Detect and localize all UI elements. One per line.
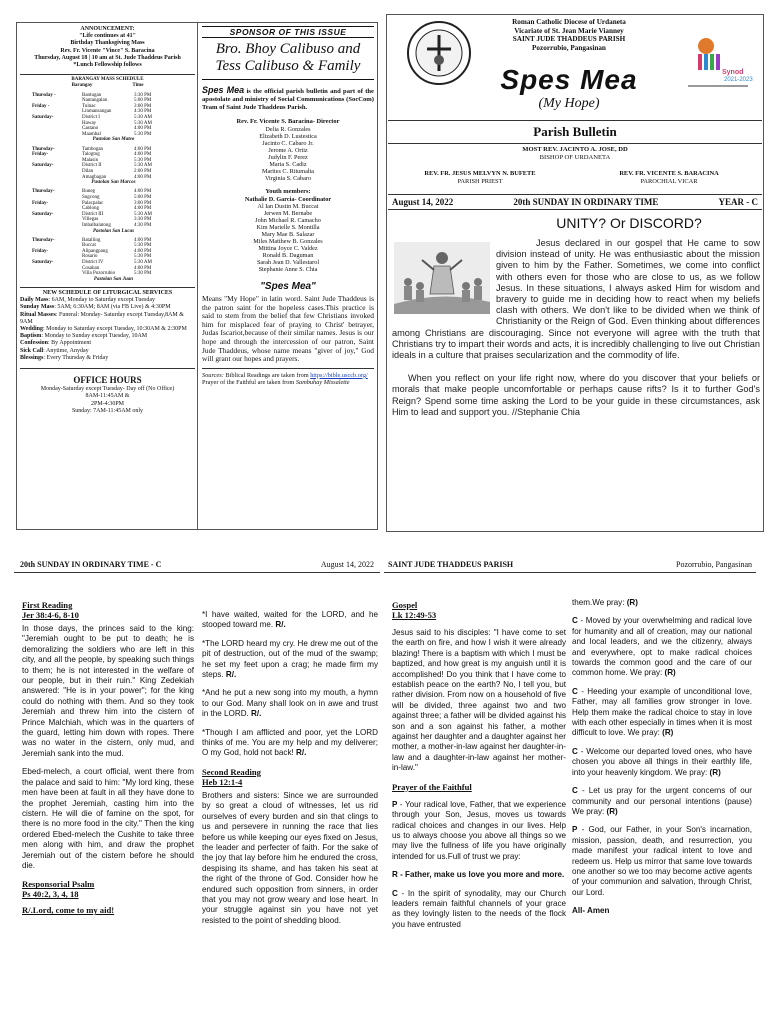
page2-header-date: August 14, 2022 bbox=[320, 560, 374, 569]
mass-time: 5:30 AM bbox=[134, 260, 152, 266]
mass-time: 3:30 PM bbox=[134, 92, 152, 98]
mass-day: Saturday- bbox=[32, 115, 54, 120]
psalm-verse-2-r: R/. bbox=[225, 670, 237, 680]
mass-row bbox=[32, 223, 195, 229]
member-name: Al Ian Dustin M. Buccat bbox=[257, 203, 319, 210]
mass-time: 4:00 PM bbox=[134, 206, 152, 212]
liturgical-label: Ritual Masses bbox=[20, 311, 56, 318]
youth-title: Youth members: bbox=[265, 188, 311, 195]
col-barangay: Barangay bbox=[71, 83, 93, 89]
bulletin-title: Spes Mea bbox=[500, 64, 638, 95]
page3-header bbox=[384, 558, 756, 573]
liturgical-item bbox=[20, 312, 195, 326]
prayer-amen: All- Amen bbox=[572, 906, 610, 916]
liturgical-text: : Every Thursday & Friday bbox=[43, 354, 109, 361]
bishop-title: BISHOP OF URDANETA bbox=[539, 154, 611, 161]
mass-place: Castano bbox=[82, 126, 99, 132]
announcement-line-4: Thursday, August 18 | 10 am at St. Jude Thaddeus Parish bbox=[34, 54, 181, 61]
prayer-r3: (R) bbox=[662, 728, 674, 738]
member-name: John Michael R. Camacho bbox=[255, 217, 321, 224]
bottom-left-page bbox=[0, 556, 382, 1024]
member-name: Jerome A. Ortiz bbox=[268, 147, 308, 154]
mass-place: District IV bbox=[82, 260, 104, 266]
vicar-title: PAROCHIAL VICAR bbox=[640, 178, 698, 185]
mass-place: Villa Pozorrubio bbox=[82, 271, 116, 277]
member-name: Mittina Joyce C. Valdez bbox=[258, 245, 318, 252]
diocese: Roman Catholic Diocese of Urdaneta bbox=[512, 18, 626, 26]
staff-list bbox=[202, 126, 374, 182]
liturgical-list bbox=[20, 297, 195, 362]
psalm-response: R/.Lord, come to my aid! bbox=[22, 905, 115, 916]
liturgical-item bbox=[20, 355, 195, 362]
second-reading-title: Second Reading bbox=[202, 766, 261, 777]
mass-group bbox=[32, 189, 195, 234]
mass-place: Dilan bbox=[82, 168, 94, 174]
parish-bulletin-label: Parish Bulletin bbox=[388, 120, 762, 144]
mass-day bbox=[32, 132, 82, 138]
mass-place: Malasin bbox=[82, 157, 99, 163]
second-reading-ref: Heb 12:1-4 bbox=[202, 776, 243, 787]
mass-time: 3:30 PM bbox=[134, 217, 152, 223]
col-time: Time bbox=[132, 83, 144, 89]
mass-time: 3:00 PM bbox=[134, 200, 152, 206]
member-name: Maria S. Cadiz bbox=[269, 161, 307, 168]
gospel-text: Jesus said to his disciples: "I have come to set the earth on fire, and how I wish it were already blazing! There is a baptism with which I must be baptized, and how great is my anguish until it is accomplished! Do you think that I have come to establish peace on the earth? No, I tell you, but rather division. From now on a household of five will be divided, three against two and two against three; a father will be divided against his son and a son against his father, a mother against her daughter and a daughter against her mother, a mother-in-law against her daughter-in-law and a daughter-in-law against her mother-in-law." bbox=[392, 628, 566, 773]
parish-seal-icon bbox=[406, 20, 472, 86]
readings-column-1 bbox=[22, 600, 194, 1024]
office-hours-line-3: 2PM-4:30PM bbox=[90, 400, 124, 407]
announcement-line-1: "Life continues at 41" bbox=[79, 33, 136, 40]
mass-time: 2:00 PM bbox=[134, 168, 152, 174]
barangay-schedule-title: BARANGAY MASS SCHEDULE bbox=[71, 77, 144, 83]
mass-time: 3:00 PM bbox=[134, 103, 152, 109]
member-name: Mary Mae B. Salazar bbox=[261, 231, 315, 238]
mass-place: Linmansangan bbox=[82, 109, 112, 115]
mass-place: District I bbox=[82, 115, 100, 120]
mass-place: Talogtog bbox=[82, 152, 100, 158]
column-divider bbox=[197, 22, 198, 530]
bishop-name: MOST REV. JACINTO A. JOSE, DD bbox=[522, 146, 628, 153]
first-reading-ref: Jer 38:4-6, 8-10 bbox=[22, 610, 79, 620]
svg-text:Synod: Synod bbox=[722, 69, 744, 76]
psalm-verse-4: *Though I am afflicted and poor, yet the LORD thinks of me. You are my help and my deliverer; O my God, hold not back! bbox=[202, 727, 378, 758]
liturgical-item bbox=[20, 340, 195, 347]
mass-time: 4:00 PM bbox=[134, 174, 152, 180]
member-name: Jerwen M. Bernabe bbox=[263, 210, 313, 217]
mass-place: Tulnac bbox=[82, 103, 96, 109]
mass-place: Cablong bbox=[82, 206, 99, 212]
mass-place: Cosahan bbox=[82, 265, 100, 271]
prayer-c1-cont: them.We pray: bbox=[572, 598, 625, 607]
mass-place: Bantugan bbox=[82, 92, 102, 98]
mass-time: 4:00 PM bbox=[134, 237, 152, 243]
member-name: Jacinto C. Cabaro Jr. bbox=[262, 140, 314, 147]
page3-header-left: SAINT JUDE THADDEUS PARISH bbox=[388, 560, 514, 569]
prayer-p-label: P bbox=[392, 799, 398, 809]
mass-time: 5:30 PM bbox=[134, 243, 152, 249]
prayer-c3-text: - Heeding your example of unconditional love, Father, may all families grow stronger in love. Help them make the radical choice to stay in love with each other especially in times when it is most difficult to love. We pray: bbox=[572, 686, 752, 738]
mass-time: 4:30 PM bbox=[134, 222, 152, 228]
bottom-right-page bbox=[384, 556, 768, 1024]
liturgical-label: Sunday Mass bbox=[20, 304, 55, 311]
mass-place: Palacpalac bbox=[82, 200, 104, 206]
member-name: Judylin F. Perez bbox=[268, 154, 308, 161]
dateline-date: August 14, 2022 bbox=[392, 197, 454, 207]
first-reading-p1: In those days, the princes said to the king: "Jeremiah ought to be put to death; he is demoralizing the soldiers who are left in this city, and all the people, by speaking such things to them; he is not interested in the welfare of our people, but in their ruin." King Zedekiah answered: "He is in your power"; for the king could do nothing with them. And so they took Jeremiah and threw him into the cistern of Prince Malchiah, which was in the quarters of the guard, letting him down with ropes. There was no water in the cistern, only mud, and Jeremiah sank into the mud. bbox=[22, 624, 194, 758]
announcement-column bbox=[20, 26, 195, 526]
mass-day bbox=[32, 175, 82, 181]
prayer-c5-text: - Let us pray for the urgent concerns of our community and our personal intentions (pause) We pray: bbox=[572, 786, 752, 816]
mass-time: 4:00 PM bbox=[134, 189, 152, 195]
liturgical-item bbox=[20, 348, 195, 355]
liturgical-text: : 6AM, Monday to Saturday except Tuesday bbox=[48, 297, 155, 304]
mass-time: 5:30 PM bbox=[134, 131, 152, 137]
sponsor-names: Bro. Bhoy Calibuso and Tess Calibuso & Family bbox=[215, 41, 361, 74]
sources-text: Biblical Readings are taken from bbox=[225, 371, 309, 379]
sponsor-director: Rev. Fr. Vicente S. Baracina- Director bbox=[236, 118, 340, 125]
priest-name: REV. FR. JESUS MELVYN N. BUFETE bbox=[424, 170, 536, 177]
mass-group-footer: Pastolan San Mateo bbox=[92, 137, 135, 143]
reflection-body bbox=[392, 238, 760, 418]
parish-town: Pozorrubio, Pangasinan bbox=[532, 43, 606, 52]
mass-place: Amagbagan bbox=[82, 174, 107, 180]
sponsor-column bbox=[202, 26, 374, 526]
dateline bbox=[388, 194, 762, 210]
vicar-name: REV. FR. VICENTE S. BARACINA bbox=[619, 170, 719, 177]
prayer-r5: (R) bbox=[606, 806, 618, 816]
mass-place: Maambal bbox=[82, 131, 101, 137]
spes-heading: "Spes Mea" bbox=[260, 281, 316, 292]
prayer-p2-label: P bbox=[572, 825, 578, 835]
member-name: Delia R. Gonzales bbox=[265, 126, 311, 133]
prayer-column bbox=[572, 598, 752, 1024]
prayer-c4-label: C bbox=[572, 746, 578, 756]
announcement-title: ANNOUNCEMENT: bbox=[80, 26, 135, 32]
vicariate: Vicariate of St. Jean Marie Vianney bbox=[514, 26, 624, 35]
mass-day bbox=[32, 271, 82, 277]
mass-day: Thursday- bbox=[32, 189, 55, 195]
liturgical-label: Sick Call bbox=[20, 347, 44, 354]
psalm-title: Responsorial Psalm bbox=[22, 879, 95, 890]
mass-place: District III bbox=[82, 211, 104, 217]
member-name: Sarah Jean D. Vallestarol bbox=[256, 259, 320, 266]
prayer-response: R - Father, make us love you more and more. bbox=[392, 870, 565, 880]
readings-column-2 bbox=[202, 610, 378, 1024]
mass-time: 5:30 AM bbox=[134, 115, 152, 120]
liturgical-label: Confession bbox=[20, 340, 49, 347]
liturgical-title: NEW SCHEDULE OF LITURGICAL SERVICES bbox=[42, 290, 173, 297]
sources-label: Sources: bbox=[202, 371, 224, 379]
mass-place: Rosario bbox=[82, 254, 98, 260]
member-name: Nathalie D. Garcia- Coordinator bbox=[244, 196, 332, 203]
prayer-p-text: - Your radical love, Father, that we experience through your Son, Jesus, moves us towards radical choices and changes in our lives. Help us to always choose you above all things so we may live the fullness of life you have originally intended for us.Full of trust we pray: bbox=[392, 799, 566, 861]
liturgical-label: Daily Mass bbox=[20, 297, 49, 304]
prayer-p2-text: - God, our Father, in your Son's incarnation, mission, passion, death, and resurrection, you made manifest your radical intent to love and redeem us. Help us mirror that same love towards one another so we too may become active agents of your communion and salvation, through Christ, our Lord. bbox=[572, 825, 752, 897]
mass-place: Imbalbalatong bbox=[82, 222, 111, 228]
psalm-verse-2: *The LORD heard my cry. He drew me out of the pit of destruction, out of the mud of the swamp; he set my feet upon a crag; he made firm my steps. bbox=[202, 638, 378, 680]
mass-time: 4:00 PM bbox=[134, 265, 152, 271]
mass-time: 5:30 AM bbox=[134, 211, 152, 217]
prayer-r2: (R) bbox=[664, 668, 676, 678]
office-hours-line-1: Monday-Saturday except Tuesday- Day off (No Office) bbox=[40, 386, 175, 393]
dateline-sunday: 20th SUNDAY IN ORDINARY TIME bbox=[513, 197, 659, 207]
mass-day: Friday - bbox=[32, 103, 50, 109]
svg-text:2021-2023: 2021-2023 bbox=[724, 77, 753, 83]
office-hours-line-2: 8AM-11:45AM & bbox=[85, 393, 130, 400]
announcement-line-3: Rev. Fr. Vicente "Vince" S. Baracina bbox=[60, 47, 155, 54]
mass-day: Friday- bbox=[32, 200, 49, 206]
dateline-year: YEAR - C bbox=[718, 197, 758, 207]
page2-header-left: 20th SUNDAY IN ORDINARY TIME - C bbox=[20, 560, 162, 569]
mass-time: 4:00 PM bbox=[134, 152, 152, 158]
reflection-paragraph-1: Jesus declared in our gospel that He came to sow division instead of unity. He was enthusiastic about the mission given to him by the Father. Sometimes, we come into conflict with others even for those who are close to us, as we follow Jesus. In these situations, I always asked Him for wisdom and bravery to guide me in deciding how to react when my beliefs clash with others. We don't like to be divided when we think of Christianity or the Reign of God. Even thinking about differences among Christians are discouraging. Since not everyone will agree with the truth that Christians try to impart their words and acts, it is incredibly challenging to live out Christian ideals in a culture that praises secularization and the commodity of life. bbox=[392, 238, 760, 361]
member-name: Stephanie Anne S. Chia bbox=[258, 266, 318, 273]
mass-place: Villegas bbox=[82, 217, 99, 223]
first-reading-title: First Reading bbox=[22, 600, 73, 610]
prayer-title: Prayer of the Faithful bbox=[392, 781, 472, 792]
gospel-ref: Lk 12:49-53 bbox=[392, 610, 437, 620]
mass-place: Alipangpang bbox=[82, 248, 108, 254]
mass-time: 4:30 PM bbox=[134, 109, 152, 115]
first-reading-p2: Ebed-melech, a court official, went there from the palace and said to him: "My lord king, these men have been at fault in all they have done to the prophet Jeremiah, casting him into the cistern. He will die of famine on the spot, for there is no more food in the city." Then the king ordered Ebed-melech the Cushite to take three men along with him, and draw the prophet Jeremiah out of the cistern before he should die. bbox=[22, 767, 194, 870]
prayer-source-name: Sambuhay Missalette bbox=[295, 379, 350, 387]
top-right-page bbox=[384, 0, 768, 540]
prayer-c2-label: C bbox=[572, 616, 578, 626]
psalm-verse-1: *I have waited, waited for the LORD, and he stooped toward me. bbox=[202, 610, 378, 630]
mass-time: 5:30 PM bbox=[134, 157, 152, 163]
prayer-r1: (R) bbox=[626, 598, 638, 607]
youth-list bbox=[202, 196, 374, 273]
mass-day: Thursday - bbox=[32, 92, 56, 98]
gospel-title: Gospel bbox=[392, 600, 418, 610]
mass-day: Saturday- bbox=[32, 163, 54, 169]
reflection-title: UNITY? Or DISCORD? bbox=[556, 215, 702, 231]
liturgical-label: Wedding bbox=[20, 326, 44, 333]
liturgical-text: : Monday to Sunday except Tuesday, 10AM bbox=[41, 333, 148, 340]
liturgical-item bbox=[20, 333, 195, 340]
mass-schedule-groups bbox=[20, 93, 195, 283]
top-left-page bbox=[0, 0, 382, 540]
mass-group bbox=[32, 238, 195, 283]
liturgical-text: : Anytime, Anyday bbox=[43, 347, 89, 354]
psalm-verse-4-r: R/. bbox=[296, 748, 307, 758]
prayer-r4: (R) bbox=[709, 767, 721, 777]
mass-place: Buccat bbox=[82, 243, 96, 249]
spes-text: Means "My Hope" in latin word. Saint Jude Thaddeus is the patron saint for the hopeless cases.This practice is said to stem from the belief that few Christians invoked him for misplaced fear of praying to Christ' betrayer, Judas Iscariot,because of their similar names. Jesus is our hope and through the intercession of our patron, Saint Jude Thaddeus, whose name means "giver of joy," God will grant our hopes and prayers. bbox=[202, 294, 374, 364]
page3-header-right: Pozorrubio, Pangasinan bbox=[676, 560, 752, 569]
mass-day: Thursday- bbox=[32, 146, 55, 152]
mass-time: 5:30 AM bbox=[134, 163, 152, 169]
mass-day: Thursday- bbox=[32, 237, 55, 243]
sponsor-intro-name: Spes Mea bbox=[202, 85, 245, 95]
liturgical-item bbox=[20, 304, 195, 311]
sponsor-intro-text: is the official parish bulletin and part of the apostolate and ministry of Social Communications (SocCom) Team of Saint Jude Thaddeus Parish. bbox=[202, 88, 374, 111]
priest-title: PARISH PRIEST bbox=[457, 178, 503, 185]
member-name: Miles Matthew B. Gonzales bbox=[253, 238, 323, 245]
prayer-source-text: Prayer of the Faithful are taken from bbox=[202, 379, 295, 387]
liturgical-label: Blessings bbox=[20, 354, 44, 361]
mass-day: Saturday- bbox=[32, 211, 54, 217]
psalm-verse-3-r: R/. bbox=[251, 709, 262, 719]
mass-group-footer: Pastolan San Juan bbox=[93, 276, 134, 282]
prayer-c2-text: - Moved by your overwhelming and radical love for humanity and all of creation, may our national and local leaders, and we the citizenry, always and everywhere, opt to make radical choices towards the common good and the care of our common home. We pray: bbox=[572, 616, 752, 678]
reflection-paragraph-2: When you reflect on your life right now, where do you discover that your beliefs or morals that make people uncomfortable or perhaps cause rifts? Is it to further God's Reign? Spend some time asking the Lord to be your guide in these circumstances, ask Him to lead and support you. //Stephanie Chia bbox=[392, 373, 760, 417]
mass-time: 4:00 PM bbox=[134, 126, 152, 132]
announcement-line-2: Birthday Thanksgiving Mass bbox=[70, 40, 145, 47]
prayer-c1-text: - In the spirit of synodality, may our Church leaders remain faithful channels of your grace as they lovingly listen to the needs of the flock you have entrusted bbox=[392, 888, 566, 929]
parish-name: SAINT JUDE THADDEUS PARISH bbox=[512, 35, 626, 44]
mass-day bbox=[32, 223, 82, 229]
prayer-c5-label: C bbox=[572, 786, 578, 796]
prayer-c1-label: C bbox=[392, 888, 398, 898]
member-name: Kim Marielle S. Montilla bbox=[256, 224, 320, 231]
liturgical-text: : By Appointment bbox=[48, 340, 92, 347]
liturgical-text: : Funeral: Monday- Saturday except Tuesday,8AM & 9AM bbox=[20, 311, 184, 325]
mass-place: Batalling bbox=[82, 237, 101, 243]
office-hours-title: OFFICE HOURS bbox=[73, 375, 142, 386]
sponsor-title: SPONSOR OF THIS ISSUE bbox=[202, 26, 374, 38]
mass-time: 5:30 PM bbox=[134, 271, 152, 277]
psalm-ref: Ps 40:2, 3, 4, 18 bbox=[22, 889, 79, 900]
mass-place: District II bbox=[82, 163, 102, 169]
member-name: Elizabeth D. Lustestica bbox=[259, 133, 317, 140]
mass-time: 4:00 PM bbox=[134, 248, 152, 254]
psalm-verse-3: *And he put a new song into my mouth, a hymn to our God. Many shall look on in awe and trust in the LORD. bbox=[202, 688, 378, 719]
gospel-column bbox=[392, 600, 566, 1024]
mass-place: Sugcong bbox=[82, 194, 100, 200]
mass-time: 5:00 PM bbox=[134, 194, 152, 200]
mass-group bbox=[32, 93, 195, 144]
mass-day: Friday- bbox=[32, 152, 49, 158]
member-name: Marites C. Ritumalta bbox=[261, 168, 315, 175]
mass-day: Saturday- bbox=[32, 260, 54, 266]
liturgical-item bbox=[20, 326, 195, 333]
mass-time: 5:30 PM bbox=[134, 254, 152, 260]
mass-place: Haway bbox=[82, 120, 97, 126]
member-name: Virginia S. Cabaro bbox=[264, 175, 312, 182]
announcement-line-5: *Lunch Fellowship follows bbox=[73, 62, 142, 69]
sources-link[interactable]: https://bible.usccb.org/ bbox=[310, 371, 368, 379]
mass-time: 5:30 AM bbox=[134, 120, 152, 126]
second-reading-text: Brothers and sisters: Since we are surrounded by so great a cloud of witnesses, let us rid ourselves of every burden and sin that clings to us and persevere in running the race that lies before us while keeping our eyes fixed on Jesus, the leader and perfecter of faith. For the sake of the joy that lay before him he endured the cross, despising its shame, and has taken his seat at the right of the throne of God. Consider how he endured such opposition from sinners, in order that you may not grow weary and lose heart. In your struggle against sin you have not yet resisted to the point of shedding blood. bbox=[202, 790, 378, 925]
prayer-c3-label: C bbox=[572, 686, 578, 696]
prayer-c4-text: - Welcome our departed loved ones, who have chosen you above all things in their earthly life, into your heavenly kingdom. We pray: bbox=[572, 746, 752, 777]
member-name: Ronald B. Daguman bbox=[262, 252, 314, 259]
mass-day: Friday- bbox=[32, 248, 49, 254]
synod-logo-icon bbox=[684, 30, 754, 92]
liturgical-text: : 5AM; 6:30AM; 8AM (via FB Live) & 4:30PM bbox=[54, 304, 171, 311]
page2-header bbox=[14, 558, 380, 573]
psalm-verse-1-r: R/. bbox=[275, 620, 286, 630]
mass-group-footer: Pastolan San Lucas bbox=[92, 228, 135, 234]
liturgical-text: : Monday to Saturday except Tuesday, 10:30AM & 2:30PM bbox=[43, 326, 187, 333]
mass-time: 5:00 PM bbox=[134, 98, 152, 104]
mass-group bbox=[32, 147, 195, 187]
mass-place: Nantangalan bbox=[82, 98, 108, 104]
liturgical-label: Baptism bbox=[20, 333, 42, 340]
mass-place: Tambogan bbox=[82, 146, 104, 152]
mass-place: Buneg bbox=[82, 189, 96, 195]
bulletin-subtitle: (My Hope) bbox=[538, 96, 600, 111]
office-hours-line-4: Sunday: 7AM-11:45AM only bbox=[71, 407, 144, 414]
mass-time: 4:00 PM bbox=[134, 146, 152, 152]
mass-group-footer: Pastolan San Marcos bbox=[91, 180, 136, 186]
